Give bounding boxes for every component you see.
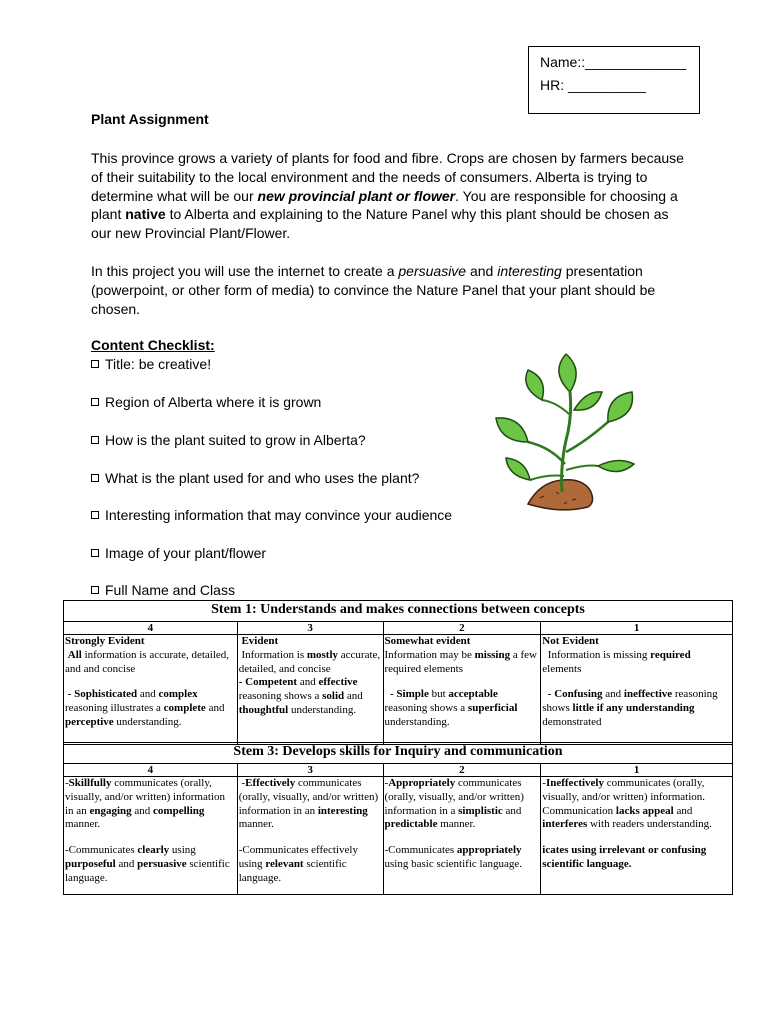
text-run: Skillfully <box>68 777 112 789</box>
checklist-item-label: How is the plant suited to grow in Alberta? <box>105 432 366 448</box>
rubric-cell <box>383 635 541 745</box>
text-run: required <box>650 648 691 661</box>
checklist-item-label: Title: be creative! <box>105 356 212 372</box>
text-run: a few required elements <box>384 648 537 675</box>
text-run: manner. <box>238 818 274 831</box>
text-run: and <box>115 857 138 870</box>
text-run: understanding. <box>113 715 182 728</box>
text-run: Ineffectively <box>545 777 604 789</box>
text-run: - <box>65 777 69 789</box>
text-run: engaging <box>89 804 132 817</box>
text-run: or <box>645 844 662 857</box>
text-run: confusing <box>661 844 707 857</box>
text-run: and <box>466 263 498 279</box>
text-run: -Communicates effectively using <box>238 844 358 870</box>
text-run: icates using <box>542 844 600 857</box>
text-run: missing <box>474 648 511 661</box>
text-run: reasoning shows <box>542 688 718 715</box>
rubric-cell <box>64 635 238 745</box>
project-paragraph <box>91 262 691 318</box>
text-run: complete <box>163 702 206 715</box>
text-run: reasoning shows a <box>384 702 468 715</box>
checkbox-icon[interactable] <box>91 474 99 482</box>
level-header: 1 <box>541 764 733 777</box>
plant-illustration <box>490 352 640 514</box>
checklist-item-label: What is the plant used for and who uses the plant? <box>105 470 420 486</box>
project-line: chosen. <box>91 300 141 317</box>
emphasis-text: persuasive <box>398 263 467 279</box>
checklist-item[interactable] <box>91 581 235 599</box>
name-hr-box <box>528 46 700 114</box>
checklist-item[interactable] <box>91 506 452 524</box>
text-run: acceptable <box>448 688 498 701</box>
text-run: using basic scientific language. <box>384 857 522 870</box>
text-run: solid <box>322 690 345 703</box>
text-run: predictable <box>384 818 438 831</box>
text-run: determine what will be our <box>91 187 258 204</box>
text-run: In this project you will use the internet to create a <box>91 263 399 279</box>
text-run: but <box>428 688 449 701</box>
checklist-item[interactable] <box>91 355 211 373</box>
text-run: understanding. <box>288 703 357 716</box>
rubric-title: Stem 1: Understands and makes connections between concepts <box>64 601 733 622</box>
text-run: interferes <box>542 818 588 831</box>
text-run: and <box>502 804 522 817</box>
text-run: interesting <box>317 804 368 817</box>
text-run: -Communicates <box>384 844 457 857</box>
cell-heading: Somewhat evident <box>384 635 471 647</box>
intro-line: of their suitability to the local environment and the needs of consumers. Alberta is trying to <box>91 168 648 185</box>
text-run: Information is missing <box>547 648 651 661</box>
checkbox-icon[interactable] <box>91 398 99 406</box>
rubric-table-stem3 <box>63 742 733 895</box>
hr-field-label: HR: __________ <box>540 77 646 93</box>
checkbox-icon[interactable] <box>91 511 99 519</box>
rubric-table-stem1 <box>63 600 733 745</box>
rubric-cell <box>541 635 733 745</box>
text-run: reasoning illustrates a <box>65 702 164 715</box>
text-run: accurate, detailed, and concise <box>238 648 381 675</box>
text-run: and <box>673 804 693 817</box>
text-run: and <box>137 688 159 701</box>
text-run: ineffective <box>623 688 673 701</box>
text-run: - <box>384 777 389 789</box>
text-run: manner. <box>437 818 476 831</box>
text-run: All <box>67 648 82 661</box>
text-run: Information is <box>241 648 307 661</box>
text-run: scientific language. <box>65 857 230 884</box>
level-header: 2 <box>383 764 541 777</box>
text-run: and <box>297 676 319 689</box>
text-run: demonstrated <box>542 715 602 728</box>
checklist-item-label: Image of your plant/flower <box>105 545 267 561</box>
text-run: Appropriately <box>388 777 456 789</box>
text-run: little if any understanding <box>572 702 695 715</box>
rubric-title: Stem 3: Develops skills for Inquiry and communication <box>64 743 733 764</box>
text-run: scientific language. <box>238 857 347 884</box>
project-line <box>91 262 691 281</box>
text-run: purposeful <box>65 857 116 870</box>
text-run: appropriately <box>456 844 522 857</box>
intro-line <box>91 205 691 224</box>
text-run: communicates (orally, visually, and/or written) information in an <box>238 777 379 817</box>
checkbox-icon[interactable] <box>91 586 99 594</box>
text-run: using <box>169 844 196 857</box>
text-run: - Confusing <box>547 688 603 701</box>
intro-line <box>91 187 691 206</box>
text-run: information is accurate, detailed, and and concise <box>65 648 230 675</box>
text-run: manner. <box>65 818 101 831</box>
checklist-item[interactable] <box>91 431 366 449</box>
text-run: compelling <box>153 804 205 817</box>
checklist-item-label: Full Name and Class <box>105 582 235 598</box>
text-run: complex <box>158 688 198 701</box>
text-run: elements <box>542 662 582 675</box>
text-run: irrelevant <box>599 844 646 857</box>
level-header: 4 <box>64 764 238 777</box>
project-line: (powerpoint, or other form of media) to convince the Nature Panel that your plant should be <box>91 281 656 298</box>
text-run: with readers understanding. <box>587 818 712 831</box>
text-run: effective <box>318 676 358 689</box>
text-run: - Simple <box>390 688 429 701</box>
emphasis-text: interesting <box>497 263 562 279</box>
text-run: communicates (orally, visually, and/or written) information. Communication <box>542 777 706 817</box>
text-run: and <box>344 690 363 703</box>
checklist-item[interactable] <box>91 544 266 562</box>
text-run: relevant <box>265 857 304 870</box>
text-run: communicates (orally, visually, and/or written) information in an <box>65 777 225 817</box>
checklist-item-label: Region of Alberta where it is grown <box>105 394 322 410</box>
page-title: Plant Assignment <box>91 111 209 127</box>
intro-line: This province grows a variety of plants for food and fibre. Crops are chosen by farmers because <box>91 150 684 166</box>
text-run: superficial <box>467 702 518 715</box>
text-run: - <box>241 777 246 789</box>
text-run: thoughtful <box>238 703 289 716</box>
text-run: -Communicates <box>65 844 138 857</box>
text-run: to Alberta and explaining to the Nature Panel why this plant should be chosen as <box>165 206 669 223</box>
text-run: - <box>542 777 546 789</box>
text-run: scientific language. <box>542 857 632 870</box>
text-run: simplistic <box>458 804 503 817</box>
emphasis-text: native <box>125 206 166 223</box>
level-header: 4 <box>64 622 238 635</box>
text-run: - Competent <box>238 676 298 689</box>
name-field-label: Name::_____________ <box>540 54 687 70</box>
intro-paragraph <box>91 149 691 243</box>
text-run: persuasive <box>137 857 187 870</box>
cell-heading: Evident <box>241 635 279 647</box>
level-header: 1 <box>541 622 733 635</box>
checkbox-icon[interactable] <box>91 436 99 444</box>
checklist-item[interactable] <box>91 469 419 487</box>
text-run: reasoning shows a <box>238 690 323 703</box>
rubric-cell <box>237 635 383 745</box>
text-run: Effectively <box>245 777 296 789</box>
text-run: communicates (orally, visually, and/or written) information in a <box>384 777 524 817</box>
rubric-cell <box>237 777 383 895</box>
rubric-cell <box>64 777 238 895</box>
checklist-heading: Content Checklist: <box>91 337 215 353</box>
intro-line: our new Provincial Plant/Flower. <box>91 225 291 242</box>
level-header: 3 <box>237 764 383 777</box>
text-run: understanding. <box>384 715 450 728</box>
cell-heading: Strongly Evident <box>65 635 145 647</box>
text-run: . You are responsible for choosing a <box>455 187 678 204</box>
text-run: and <box>602 688 624 701</box>
text-run: plant <box>91 206 126 223</box>
rubric-cell <box>383 777 541 895</box>
checkbox-icon[interactable] <box>91 549 99 557</box>
emphasis-text: new provincial plant or flower <box>257 187 456 204</box>
cell-heading: Not Evident <box>542 635 599 647</box>
checkbox-icon[interactable] <box>91 360 99 368</box>
text-run: and <box>131 804 154 817</box>
checklist-item-label: Interesting information that may convince your audience <box>105 507 453 523</box>
text-run: Information may be <box>384 648 475 661</box>
text-run: - Sophisticated <box>67 688 138 701</box>
text-run: perceptive <box>65 715 114 728</box>
text-run: lacks appeal <box>615 804 674 817</box>
rubric-cell <box>541 777 733 895</box>
text-run: clearly <box>137 844 170 857</box>
level-header: 2 <box>383 622 541 635</box>
checklist-item[interactable] <box>91 393 321 411</box>
level-header: 3 <box>237 622 383 635</box>
text-run: and <box>205 702 225 715</box>
text-run: presentation <box>561 263 643 279</box>
text-run: mostly <box>306 648 339 661</box>
